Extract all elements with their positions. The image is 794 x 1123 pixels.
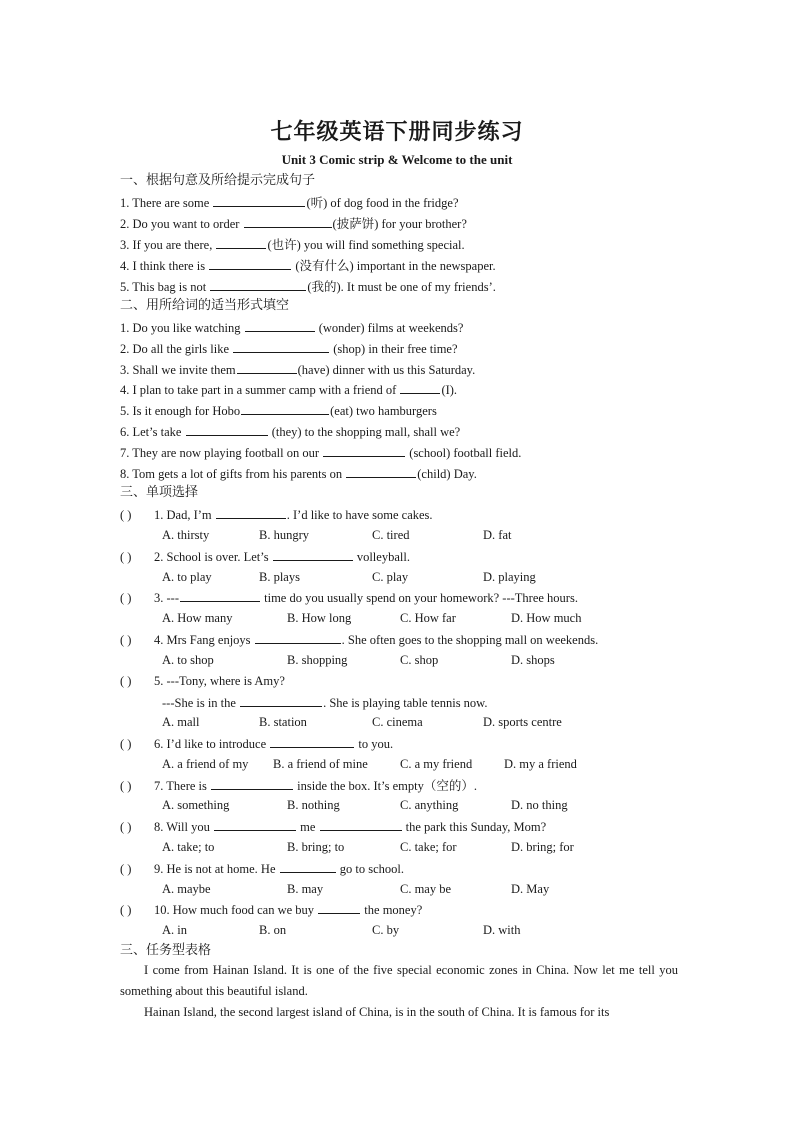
- answer-blank: [216, 506, 286, 519]
- option-d[interactable]: D. playing: [483, 570, 536, 584]
- answer-blank: [214, 818, 296, 831]
- answer-blank: [270, 735, 354, 748]
- page-title: 七年级英语下册同步练习: [270, 119, 524, 145]
- s1-item-1: 1. There are some (听) of dog food in the fridge?: [120, 196, 459, 210]
- option-b[interactable]: B. may: [287, 882, 324, 896]
- option-a[interactable]: A. to play: [162, 570, 212, 584]
- option-a[interactable]: A. in: [162, 923, 187, 937]
- answer-blank[interactable]: [233, 340, 329, 353]
- answer-blank[interactable]: [213, 194, 305, 207]
- answer-blank: [320, 818, 402, 831]
- s1-item-4: 4. I think there is (没有什么) important in the newspaper.: [120, 259, 496, 273]
- s2-item-2: 2. Do all the girls like (shop) in their free time?: [120, 342, 458, 356]
- option-a[interactable]: A. mall: [162, 715, 200, 729]
- section3-heading: 三、单项选择: [120, 485, 199, 500]
- answer-blank[interactable]: [209, 257, 291, 270]
- option-b[interactable]: B. nothing: [287, 798, 340, 812]
- answer-paren[interactable]: ( ): [120, 550, 132, 564]
- option-a[interactable]: A. take; to: [162, 840, 215, 854]
- s2-item-1: 1. Do you like watching (wonder) films at weekends?: [120, 321, 464, 335]
- answer-blank[interactable]: [216, 236, 266, 249]
- option-c[interactable]: C. may be: [400, 882, 452, 896]
- option-c[interactable]: C. a my friend: [400, 757, 473, 771]
- answer-blank[interactable]: [210, 278, 306, 291]
- option-b[interactable]: B. hungry: [259, 528, 309, 542]
- option-d[interactable]: D. sports centre: [483, 715, 562, 729]
- mc-question-5: ( ) 5. ---Tony, where is Amy?: [120, 674, 285, 688]
- answer-blank: [255, 631, 341, 644]
- answer-paren[interactable]: ( ): [120, 591, 132, 605]
- mc-question-1: ( ) 1. Dad, I’m . I’d like to have some cakes.: [120, 508, 433, 522]
- option-d[interactable]: D. How much: [511, 611, 582, 625]
- option-d[interactable]: D. shops: [511, 653, 555, 667]
- section1-heading: 一、根据句意及所给提示完成句子: [120, 173, 316, 188]
- answer-blank: [240, 694, 322, 707]
- option-c[interactable]: C. cinema: [372, 715, 423, 729]
- s1-item-2: 2. Do you want to order (披萨饼) for your brother?: [120, 217, 467, 231]
- page-subtitle: Unit 3 Comic strip & Welcome to the unit: [281, 152, 513, 167]
- answer-paren[interactable]: ( ): [120, 508, 132, 522]
- answer-blank: [280, 860, 336, 873]
- answer-blank[interactable]: [186, 423, 268, 436]
- answer-blank[interactable]: [400, 381, 440, 394]
- option-c[interactable]: C. shop: [400, 653, 439, 667]
- answer-paren[interactable]: ( ): [120, 674, 132, 688]
- s2-item-3: 3. Shall we invite them (have) dinner with us this Saturday.: [120, 363, 476, 377]
- mc-question-7: ( ) 7. There is inside the box. It’s empty（空的）.: [120, 779, 477, 793]
- option-b[interactable]: B. plays: [259, 570, 300, 584]
- option-a[interactable]: A. thirsty: [162, 528, 210, 542]
- s2-item-6: 6. Let’s take (they) to the shopping mall, shall we?: [120, 425, 461, 439]
- answer-paren[interactable]: ( ): [120, 737, 132, 751]
- answer-blank[interactable]: [346, 465, 416, 478]
- section4-heading: 三、任务型表格: [120, 943, 212, 958]
- answer-blank: [180, 589, 260, 602]
- mc-question-8: ( ) 8. Will you me the park this Sunday, Mom?: [120, 820, 547, 834]
- option-a[interactable]: A. maybe: [162, 882, 211, 896]
- s2-item-4: 4. I plan to take part in a summer camp with a friend of (I).: [120, 383, 458, 397]
- option-d[interactable]: D. no thing: [511, 798, 568, 812]
- option-b[interactable]: B. station: [259, 715, 307, 729]
- s1-item-3: 3. If you are there, (也许) you will find something special.: [120, 238, 465, 252]
- mc-question-10: ( ) 10. How much food can we buy the money?: [120, 903, 423, 917]
- option-a[interactable]: A. a friend of my: [162, 757, 249, 771]
- answer-blank[interactable]: [237, 361, 297, 374]
- s2-item-7: 7. They are now playing football on our (school) football field.: [120, 446, 522, 460]
- section2-heading: 二、用所给词的适当形式填空: [120, 298, 290, 313]
- s2-item-5: 5. Is it enough for Hobo (eat) two hamburgers: [120, 404, 437, 418]
- answer-paren[interactable]: ( ): [120, 862, 132, 876]
- answer-blank[interactable]: [244, 215, 332, 228]
- mc-question-6: ( ) 6. I’d like to introduce to you.: [120, 737, 394, 751]
- reading-paragraph-1: I come from Hainan Island. It is one of the five special economic zones in China. Now let me tell you something about this beautiful island.: [120, 963, 678, 998]
- answer-paren[interactable]: ( ): [120, 903, 132, 917]
- answer-paren[interactable]: ( ): [120, 820, 132, 834]
- answer-blank: [318, 901, 360, 914]
- answer-blank[interactable]: [323, 444, 405, 457]
- option-a[interactable]: A. How many: [162, 611, 233, 625]
- option-c[interactable]: C. play: [372, 570, 409, 584]
- mc-question-3: ( ) 3. --- time do you usually spend on your homework? ---Three hours.: [120, 591, 578, 605]
- option-d[interactable]: D. with: [483, 923, 521, 937]
- option-d[interactable]: D. fat: [483, 528, 512, 542]
- option-b[interactable]: B. a friend of mine: [273, 757, 368, 771]
- answer-blank[interactable]: [241, 402, 329, 415]
- option-d[interactable]: D. May: [511, 882, 550, 896]
- option-a[interactable]: A. to shop: [162, 653, 214, 667]
- option-c[interactable]: C. How far: [400, 611, 456, 625]
- option-c[interactable]: C. anything: [400, 798, 459, 812]
- s1-item-5: 5. This bag is not (我的). It must be one of my friends’.: [120, 280, 496, 294]
- answer-blank: [211, 777, 293, 790]
- option-d[interactable]: D. bring; for: [511, 840, 574, 854]
- answer-paren[interactable]: ( ): [120, 779, 132, 793]
- option-b[interactable]: B. shopping: [287, 653, 348, 667]
- option-c[interactable]: C. take; for: [400, 840, 457, 854]
- mc-question-5-line2: ---She is in the . She is playing table tennis now.: [162, 696, 488, 710]
- option-c[interactable]: C. tired: [372, 528, 410, 542]
- mc-question-2: ( ) 2. School is over. Let’s volleyball.: [120, 550, 410, 564]
- answer-paren[interactable]: ( ): [120, 633, 132, 647]
- option-b[interactable]: B. on: [259, 923, 287, 937]
- s2-item-8: 8. Tom gets a lot of gifts from his parents on (child) Day.: [120, 467, 477, 481]
- option-b[interactable]: B. How long: [287, 611, 352, 625]
- option-a[interactable]: A. something: [162, 798, 230, 812]
- option-c[interactable]: C. by: [372, 923, 400, 937]
- answer-blank: [273, 548, 353, 561]
- answer-blank[interactable]: [245, 319, 315, 332]
- option-b[interactable]: B. bring; to: [287, 840, 345, 854]
- mc-question-9: ( ) 9. He is not at home. He go to school.: [120, 862, 404, 876]
- mc-question-4: ( ) 4. Mrs Fang enjoys . She often goes to the shopping mall on weekends.: [120, 633, 599, 647]
- option-d[interactable]: D. my a friend: [504, 757, 577, 771]
- reading-paragraph-2: Hainan Island, the second largest island of China, is in the south of China. It is famous for its: [144, 1005, 610, 1019]
